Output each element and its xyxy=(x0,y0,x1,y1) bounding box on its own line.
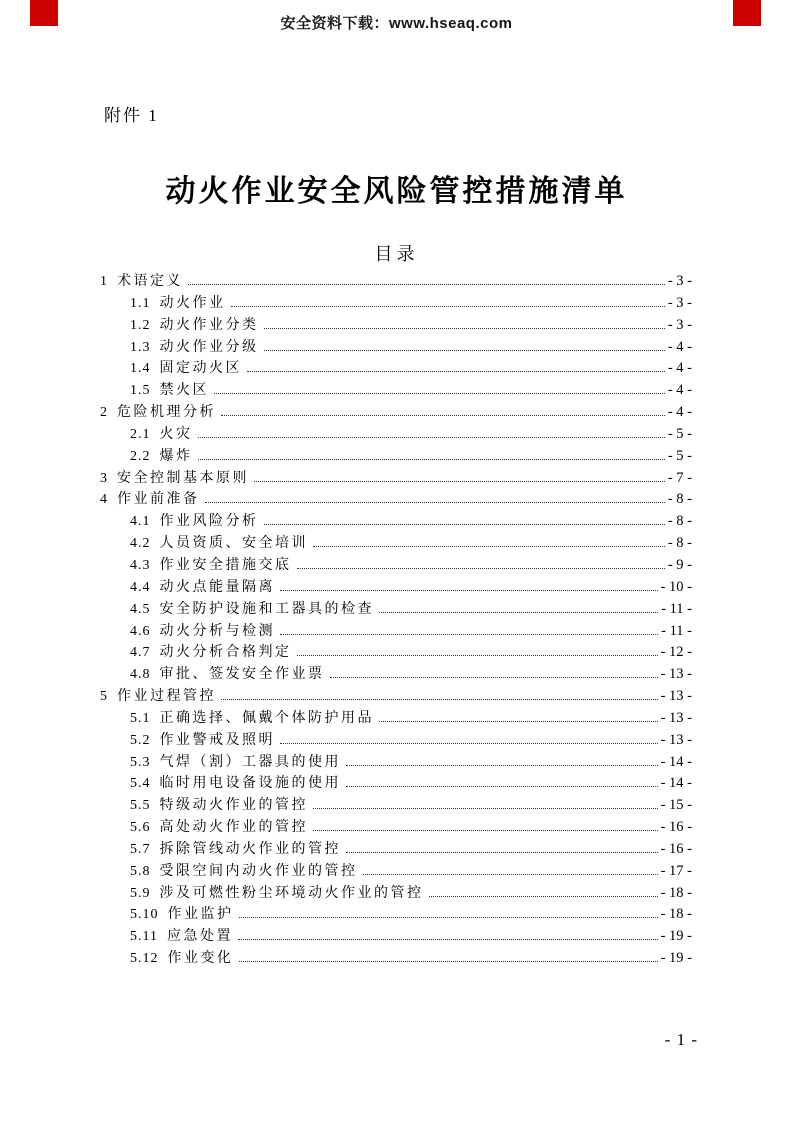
toc-entry-page-number: - 11 - xyxy=(661,600,692,617)
toc-entry-page-number: - 7 - xyxy=(667,469,692,486)
toc-dotted-leader xyxy=(221,415,665,416)
toc-entry xyxy=(100,315,692,337)
table-of-contents xyxy=(100,271,692,970)
toc-dotted-leader xyxy=(280,634,658,635)
toc-entry-number: 5.7 xyxy=(130,841,151,857)
toc-entry-label: 作业前准备 xyxy=(117,492,200,508)
toc-entry-page-number: - 3 - xyxy=(667,316,692,333)
toc-dotted-leader xyxy=(198,437,665,438)
toc-entry-label: 审批、签发安全作业票 xyxy=(159,667,325,683)
document-title: 动火作业安全风险管控措施清单 xyxy=(165,175,628,208)
toc-dotted-leader xyxy=(346,786,658,787)
toc-entry xyxy=(100,424,692,446)
toc-entry-number: 5.6 xyxy=(130,820,151,836)
toc-entry-page-number: - 15 - xyxy=(660,797,692,814)
toc-dotted-leader xyxy=(198,459,665,460)
toc-entry-page-number: - 19 - xyxy=(660,928,692,945)
toc-entry-page-number: - 14 - xyxy=(660,753,692,770)
toc-dotted-leader xyxy=(264,524,665,525)
toc-entry-number: 4.7 xyxy=(130,645,151,661)
toc-entry xyxy=(100,686,692,708)
toc-entry xyxy=(100,621,692,643)
toc-entry-page-number: - 10 - xyxy=(660,578,692,595)
toc-entry xyxy=(100,511,692,533)
toc-entry-page-number: - 8 - xyxy=(667,513,692,530)
toc-dotted-leader xyxy=(429,896,658,897)
toc-entry-number: 1.1 xyxy=(130,295,151,311)
toc-entry-label: 作业安全措施交底 xyxy=(159,557,292,573)
toc-entry xyxy=(100,271,692,293)
toc-entry-page-number: - 13 - xyxy=(660,688,692,705)
toc-dotted-leader xyxy=(238,939,658,940)
toc-entry-page-number: - 14 - xyxy=(660,775,692,792)
toc-entry-label: 术语定义 xyxy=(117,274,183,289)
toc-entry-label: 高处动火作业的管控 xyxy=(159,820,308,836)
toc-entry xyxy=(100,730,692,752)
toc-dotted-leader xyxy=(297,655,658,656)
toc-entry-page-number: - 13 - xyxy=(660,731,692,748)
toc-entry-number: 1.2 xyxy=(130,317,151,333)
toc-entry-number: 5.9 xyxy=(130,885,151,901)
toc-entry-label: 作业风险分析 xyxy=(159,514,259,530)
toc-entry xyxy=(100,883,692,905)
toc-entry-page-number: - 16 - xyxy=(660,819,692,836)
toc-entry xyxy=(100,861,692,883)
toc-entry-number: 4.2 xyxy=(130,536,151,552)
toc-dotted-leader xyxy=(239,917,658,918)
toc-entry xyxy=(100,773,692,795)
toc-entry-label: 安全防护设施和工器具的检查 xyxy=(159,601,374,617)
toc-entry xyxy=(100,904,692,926)
toc-entry-label: 受限空间内动火作业的管控 xyxy=(159,863,358,879)
toc-entry-number: 1 xyxy=(100,274,108,289)
toc-entry-label: 危险机理分析 xyxy=(117,405,216,421)
toc-entry xyxy=(100,708,692,730)
toc-entry-label: 动火点能量隔离 xyxy=(159,579,275,595)
toc-entry-page-number: - 8 - xyxy=(667,491,692,508)
toc-entry-number: 5.5 xyxy=(130,798,151,814)
toc-entry-page-number: - 3 - xyxy=(667,294,692,311)
toc-entry-number: 5.8 xyxy=(130,863,151,879)
toc-entry-label: 应急处置 xyxy=(166,929,233,945)
download-notice: 安全资料下载：www.hseaq.com xyxy=(280,15,513,32)
toc-entry-label: 动火作业分级 xyxy=(159,339,259,355)
toc-entry-page-number: - 5 - xyxy=(667,447,692,464)
toc-dotted-leader xyxy=(221,699,658,700)
toc-dotted-leader xyxy=(379,612,658,613)
toc-entry-label: 动火作业 xyxy=(159,295,226,311)
toc-dotted-leader xyxy=(280,743,658,744)
toc-dotted-leader xyxy=(254,481,665,482)
toc-entry-page-number: - 4 - xyxy=(667,338,692,355)
toc-dotted-leader xyxy=(330,677,658,678)
toc-entry-page-number: - 13 - xyxy=(660,666,692,683)
toc-entry-page-number: - 16 - xyxy=(660,840,692,857)
toc-entry-page-number: - 9 - xyxy=(667,556,692,573)
toc-entry-page-number: - 13 - xyxy=(660,709,692,726)
toc-entry xyxy=(100,446,692,468)
toc-entry-number: 1.3 xyxy=(130,339,151,355)
toc-entry-page-number: - 4 - xyxy=(667,404,692,421)
header-right-red-stamp-block xyxy=(733,0,761,26)
toc-entry-label: 作业过程管控 xyxy=(117,689,216,705)
attachment-label: 附件 1 xyxy=(104,106,159,125)
toc-entry-page-number: - 18 - xyxy=(660,906,692,923)
toc-entry-number: 1.4 xyxy=(130,361,151,377)
toc-dotted-leader xyxy=(346,765,658,766)
toc-entry-label: 正确选择、佩戴个体防护用品 xyxy=(159,710,374,726)
toc-entry xyxy=(100,926,692,948)
toc-entry-page-number: - 11 - xyxy=(661,622,692,639)
toc-dotted-leader xyxy=(313,830,658,831)
toc-dotted-leader xyxy=(231,306,665,307)
toc-entry-label: 作业警戒及照明 xyxy=(159,732,275,748)
toc-entry-page-number: - 4 - xyxy=(667,382,692,399)
toc-entry-number: 5.11 xyxy=(130,929,158,945)
toc-entry-label: 作业变化 xyxy=(167,951,234,967)
toc-dotted-leader xyxy=(214,393,665,394)
toc-entry xyxy=(100,533,692,555)
toc-entry-label: 作业监护 xyxy=(167,907,234,923)
toc-entry xyxy=(100,380,692,402)
toc-entry-label: 涉及可燃性粉尘环境动火作业的管控 xyxy=(159,885,424,901)
toc-dotted-leader xyxy=(313,808,658,809)
toc-dotted-leader xyxy=(379,721,658,722)
toc-entry-number: 5.2 xyxy=(130,732,151,748)
toc-entry-number: 1.5 xyxy=(130,383,151,399)
toc-dotted-leader xyxy=(188,284,665,285)
toc-entry-label: 动火作业分类 xyxy=(159,317,259,333)
toc-entry xyxy=(100,358,692,380)
toc-entry-number: 5.3 xyxy=(130,754,151,770)
toc-dotted-leader xyxy=(363,874,658,875)
toc-entry-page-number: - 12 - xyxy=(660,644,692,661)
toc-entry-label: 安全控制基本原则 xyxy=(117,470,249,486)
toc-entry xyxy=(100,468,692,490)
toc-entry xyxy=(100,664,692,686)
toc-entry-label: 固定动火区 xyxy=(159,361,242,377)
toc-entry xyxy=(100,489,692,511)
toc-dotted-leader xyxy=(239,961,658,962)
toc-entry-page-number: - 5 - xyxy=(667,425,692,442)
toc-dotted-leader xyxy=(247,371,665,372)
toc-entry-label: 气焊（割）工器具的使用 xyxy=(159,754,341,770)
toc-dotted-leader xyxy=(205,502,665,503)
toc-entry-page-number: - 18 - xyxy=(660,884,692,901)
toc-entry-number: 2.1 xyxy=(130,426,151,442)
toc-entry-number: 5.1 xyxy=(130,710,151,726)
toc-dotted-leader xyxy=(264,350,665,351)
toc-entry-number: 5 xyxy=(100,689,108,705)
toc-entry-label: 人员资质、安全培训 xyxy=(159,536,308,552)
toc-entry-page-number: - 17 - xyxy=(660,862,692,879)
toc-entry-page-number: - 4 - xyxy=(667,360,692,377)
toc-entry-number: 5.10 xyxy=(130,907,159,923)
toc-entry-number: 5.12 xyxy=(130,951,159,967)
toc-entry xyxy=(100,795,692,817)
toc-entry-label: 拆除管线动火作业的管控 xyxy=(159,841,341,857)
toc-entry-label: 特级动火作业的管控 xyxy=(159,798,308,814)
toc-entry-label: 动火分析合格判定 xyxy=(159,645,292,661)
toc-entry-number: 3 xyxy=(100,470,108,486)
toc-entry-number: 4 xyxy=(100,492,108,508)
toc-entry-number: 4.1 xyxy=(130,514,151,530)
toc-entry xyxy=(100,752,692,774)
toc-entry-number: 4.6 xyxy=(130,623,151,639)
toc-entry xyxy=(100,577,692,599)
toc-entry-number: 4.3 xyxy=(130,557,151,573)
toc-entry xyxy=(100,599,692,621)
toc-entry-number: 4.8 xyxy=(130,667,151,683)
toc-entry xyxy=(100,293,692,315)
toc-entry-number: 5.4 xyxy=(130,776,151,792)
toc-dotted-leader xyxy=(264,328,665,329)
toc-entry-number: 2.2 xyxy=(130,448,151,464)
toc-entry xyxy=(100,948,692,970)
toc-dotted-leader xyxy=(346,852,658,853)
toc-entry xyxy=(100,839,692,861)
toc-heading: 目录 xyxy=(374,244,419,264)
toc-entry-label: 禁火区 xyxy=(159,383,209,399)
toc-entry-number: 4.4 xyxy=(130,579,151,595)
toc-dotted-leader xyxy=(297,568,665,569)
toc-entry-page-number: - 8 - xyxy=(667,535,692,552)
footer-page-number: - 1 - xyxy=(664,1030,698,1049)
toc-entry xyxy=(100,555,692,577)
toc-entry xyxy=(100,402,692,424)
toc-entry-number: 2 xyxy=(100,405,108,421)
toc-dotted-leader xyxy=(313,546,665,547)
toc-entry-label: 动火分析与检测 xyxy=(159,623,275,639)
toc-entry-label: 火灾 xyxy=(159,426,193,442)
toc-entry-page-number: - 3 - xyxy=(667,273,692,289)
toc-entry xyxy=(100,642,692,664)
toc-entry-label: 临时用电设备设施的使用 xyxy=(159,776,341,792)
toc-entry-page-number: - 19 - xyxy=(660,950,692,967)
toc-entry xyxy=(100,817,692,839)
toc-entry-number: 4.5 xyxy=(130,601,151,617)
toc-entry xyxy=(100,337,692,359)
toc-entry-label: 爆炸 xyxy=(159,448,193,464)
toc-dotted-leader xyxy=(280,590,658,591)
